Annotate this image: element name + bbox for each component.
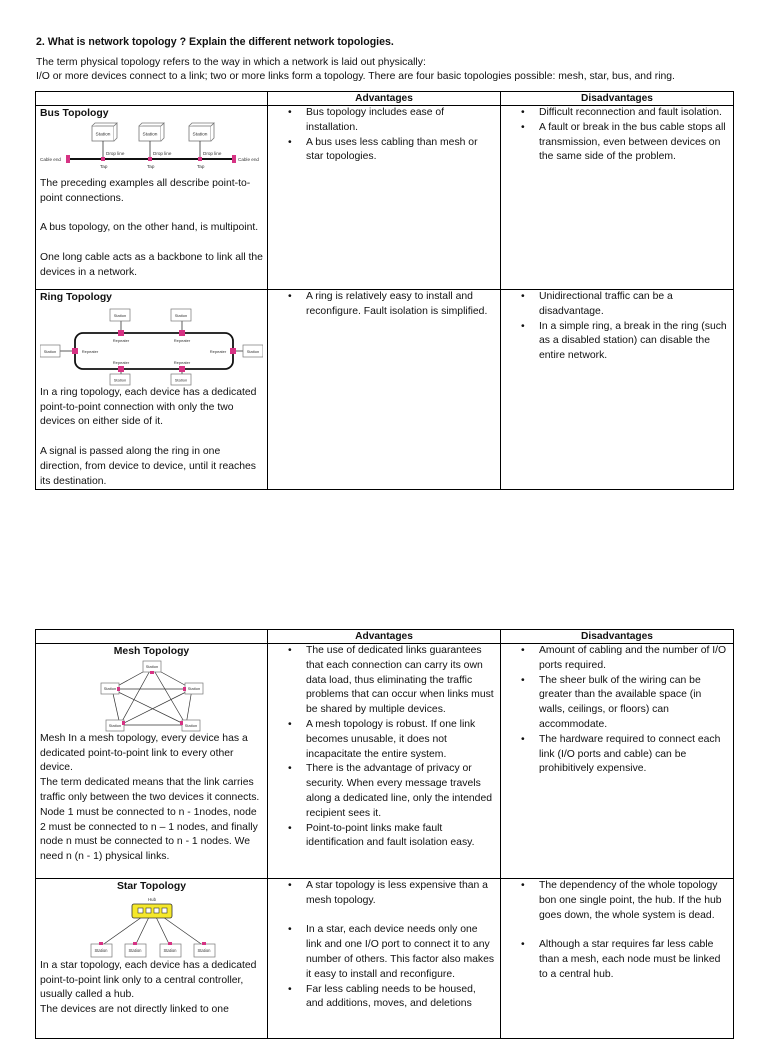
svg-text:Repeater: Repeater bbox=[112, 359, 130, 365]
mesh-adv-item: • A mesh topology is robust. If one link becomes unusable, it does not incapacitate the entire system. bbox=[306, 718, 496, 762]
star-dis-item: • The dependency of the whole topology bon one single point, the hub. If the hub goes down, the whole system is dead. bbox=[539, 879, 729, 923]
svg-text:Station: Station bbox=[174, 377, 188, 383]
mesh-topic-cell bbox=[36, 644, 268, 879]
svg-text:Tap: Tap bbox=[100, 163, 108, 169]
mesh-desc-1: Mesh In a mesh topology, every device has a dedicated point-to-point link to every other device. bbox=[40, 732, 248, 774]
intro-text bbox=[36, 56, 736, 84]
header-blank bbox=[36, 92, 268, 106]
ring-advantages-cell bbox=[268, 290, 501, 490]
bus-dis-item: • A fault or break in the bus cable stops all transmission, even between devices on the same side of the problem. bbox=[539, 121, 729, 165]
ring-desc-1: In a ring topology, each device has a dedicated point-to-point connection with only the two devices on either side of it. bbox=[40, 386, 257, 428]
svg-text:Station: Station bbox=[184, 722, 198, 728]
bus-topology-diagram bbox=[40, 122, 263, 177]
header-advantages: Advantages bbox=[268, 92, 501, 106]
svg-text:Station: Station bbox=[113, 312, 127, 318]
star-title: Star Topology bbox=[116, 881, 187, 892]
header-disadvantages: Disadvantages bbox=[501, 92, 734, 106]
svg-text:Drop line: Drop line bbox=[203, 150, 222, 156]
svg-text:Station: Station bbox=[246, 348, 260, 354]
svg-text:Station: Station bbox=[142, 132, 158, 138]
mesh-adv-item: • There is the advantage of privacy or security. When every message travels along a dedicated line, only the intended recipient sees it. bbox=[306, 762, 496, 821]
svg-text:Repeater: Repeater bbox=[173, 337, 191, 343]
svg-text:Tap: Tap bbox=[147, 163, 155, 169]
star-adv-item: • In a star, each device needs only one link and one I/O port to connect it to any number of others. This factor also makes it easy to install and reconfigure. bbox=[306, 923, 496, 982]
svg-text:Cable end: Cable end bbox=[40, 156, 61, 162]
bus-disadvantages-cell bbox=[501, 106, 734, 290]
question-heading: 2. What is network topology ? Explain the different network topologies. bbox=[36, 36, 394, 48]
mesh-adv-item: • Point-to-point links make fault identification and fault isolation easy. bbox=[306, 822, 496, 852]
svg-text:Station: Station bbox=[145, 663, 159, 669]
bus-dis-item: • Difficult reconnection and fault isolation. bbox=[539, 106, 729, 121]
bus-desc-1: The preceding examples all describe point-to-point connections. bbox=[40, 177, 251, 204]
bus-adv-item: • A bus uses less cabling than mesh or star topologies. bbox=[306, 136, 496, 166]
svg-text:Tap: Tap bbox=[197, 163, 205, 169]
svg-text:Drop line: Drop line bbox=[153, 150, 172, 156]
ring-topology-diagram bbox=[40, 306, 263, 386]
svg-text:Station: Station bbox=[43, 348, 57, 354]
svg-text:Cable end: Cable end bbox=[238, 156, 259, 162]
svg-text:Station: Station bbox=[197, 947, 211, 953]
mesh-row bbox=[36, 644, 734, 879]
header-advantages: Advantages bbox=[268, 630, 501, 644]
mesh-disadvantages-cell bbox=[501, 644, 734, 879]
header-disadvantages: Disadvantages bbox=[501, 630, 734, 644]
svg-text:Station: Station bbox=[94, 947, 108, 953]
mesh-dis-item: • The sheer bulk of the wiring can be greater than the available space (in walls, ceilings, or floors) can accommodate. bbox=[539, 674, 729, 733]
header-blank bbox=[36, 630, 268, 644]
bus-adv-item: • Bus topology includes ease of installation. bbox=[306, 106, 496, 136]
mesh-adv-item: • The use of dedicated links guarantees that each connection can carry its own data load, thus eliminating the traffic problems that can occur when links must be shared by multiple devices. bbox=[306, 644, 496, 718]
topology-table-2 bbox=[35, 629, 734, 1039]
svg-text:Hub: Hub bbox=[147, 896, 157, 902]
svg-text:Station: Station bbox=[174, 312, 188, 318]
star-adv-item: • A star topology is less expensive than a mesh topology. bbox=[306, 879, 496, 909]
svg-text:Repeater: Repeater bbox=[173, 359, 191, 365]
intro-line-2: I/O or more devices connect to a link; two or more links form a topology. There are four basic topologies possible: mesh, star, bus, and ring. bbox=[36, 71, 675, 82]
mesh-title: Mesh Topology bbox=[113, 646, 190, 657]
star-desc-1: In a star topology, each device has a dedicated point-to-point link only to a central controller, usually called a hub. bbox=[40, 959, 257, 1001]
star-disadvantages-cell bbox=[501, 879, 734, 1039]
svg-text:Station: Station bbox=[192, 132, 208, 138]
svg-text:Repeater: Repeater bbox=[81, 348, 99, 354]
mesh-dis-item: • Amount of cabling and the number of I/O ports required. bbox=[539, 644, 729, 674]
mesh-desc-2: The term dedicated means that the link carries traffic only between the two devices it connects. bbox=[40, 777, 260, 803]
bus-desc-2: A bus topology, on the other hand, is multipoint. bbox=[40, 222, 259, 234]
mesh-advantages-cell bbox=[268, 644, 501, 879]
ring-disadvantages-cell bbox=[501, 290, 734, 490]
bus-advantages-cell bbox=[268, 106, 501, 290]
bus-desc-3: One long cable acts as a backbone to link all the devices in a network. bbox=[40, 251, 263, 278]
svg-text:Station: Station bbox=[163, 947, 177, 953]
star-adv-item: • Far less cabling needs to be housed, and additions, moves, and deletions bbox=[306, 983, 496, 1013]
svg-text:Station: Station bbox=[108, 722, 122, 728]
bus-topic-cell bbox=[36, 106, 268, 290]
star-advantages-cell bbox=[268, 879, 501, 1039]
bus-row bbox=[36, 106, 734, 290]
ring-desc-2: A signal is passed along the ring in one direction, from device to device, until it reaches its destination. bbox=[40, 445, 256, 487]
svg-text:Station: Station bbox=[103, 685, 117, 691]
ring-row bbox=[36, 290, 734, 490]
svg-text:Station: Station bbox=[95, 132, 111, 138]
svg-text:Repeater: Repeater bbox=[112, 337, 130, 343]
mesh-dis-item: • The hardware required to connect each link (I/O ports and cable) can be prohibitively expensive. bbox=[539, 733, 729, 777]
intro-line-1: The term physical topology refers to the way in which a network is laid out physically: bbox=[36, 57, 426, 68]
ring-dis-item: • In a simple ring, a break in the ring (such as a disabled station) can disable the entire network. bbox=[539, 320, 729, 364]
ring-dis-item: • Unidirectional traffic can be a disadvantage. bbox=[539, 290, 729, 320]
svg-text:Repeater: Repeater bbox=[209, 348, 227, 354]
mesh-topology-diagram bbox=[40, 660, 263, 732]
star-row bbox=[36, 879, 734, 1039]
svg-text:Station: Station bbox=[113, 377, 127, 383]
svg-text:Station: Station bbox=[128, 947, 142, 953]
topology-table-1 bbox=[35, 91, 734, 490]
svg-text:Drop line: Drop line bbox=[106, 150, 125, 156]
bus-title: Bus Topology bbox=[40, 108, 109, 119]
star-desc-2: The devices are not directly linked to one bbox=[40, 1004, 229, 1016]
svg-text:Station: Station bbox=[187, 685, 201, 691]
star-topic-cell bbox=[36, 879, 268, 1039]
star-topology-diagram bbox=[40, 895, 263, 959]
ring-adv-item: • A ring is relatively easy to install and reconfigure. Fault isolation is simplified. bbox=[306, 290, 496, 320]
ring-title: Ring Topology bbox=[40, 292, 112, 303]
mesh-desc-3: Node 1 must be connected to n - 1nodes, node 2 must be connected to n – 1 nodes, and finally node n must be connected to n - 1 nodes. We need n (n - 1) physical links. bbox=[40, 806, 258, 863]
star-dis-item: • Although a star requires far less cable than a mesh, each node must be linked to a central hub. bbox=[539, 938, 729, 982]
ring-topic-cell bbox=[36, 290, 268, 490]
